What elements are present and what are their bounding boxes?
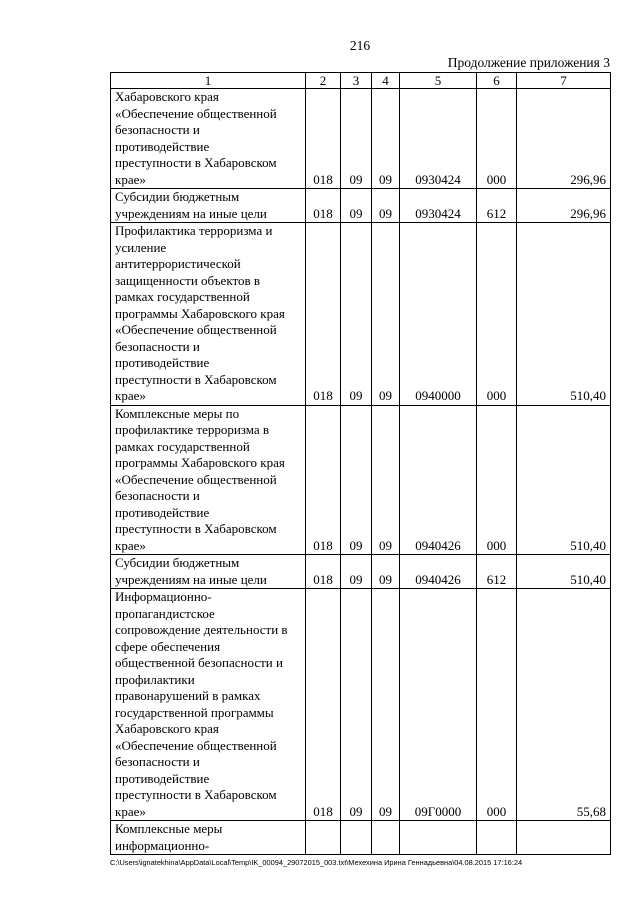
- target-code: 0940426: [400, 555, 477, 589]
- row-name: Информационно- пропагандистское сопровождение деятельности в сфере обеспечения общественной безопасности и профилактики правонарушений в рамках государственной программы Хабаровского края «Обеспечение общественной безопасности и противодействие преступности в Хабаровском крае»: [111, 589, 306, 821]
- ministry-code: 018: [306, 223, 341, 406]
- expense-type-code: 000: [477, 223, 517, 406]
- table-row: [111, 555, 611, 589]
- ministry-code: [306, 821, 341, 855]
- subsection-code: 09: [372, 223, 400, 406]
- row-name: Хабаровского края «Обеспечение общественной безопасности и противодействие преступности в Хабаровском крае»: [111, 89, 306, 189]
- table-row: [111, 89, 611, 189]
- budget-table: [110, 72, 611, 855]
- col-header-3: 3: [341, 73, 372, 89]
- amount: 510,40: [517, 555, 611, 589]
- subsection-code: 09: [372, 189, 400, 223]
- subsection-code: 09: [372, 589, 400, 821]
- amount: 510,40: [517, 223, 611, 406]
- expense-type-code: 000: [477, 405, 517, 555]
- amount: 55,68: [517, 589, 611, 821]
- subsection-code: 09: [372, 89, 400, 189]
- section-code: 09: [341, 405, 372, 555]
- table-row: [111, 223, 611, 406]
- col-header-1: 1: [111, 73, 306, 89]
- target-code: 0930424: [400, 189, 477, 223]
- file-path-footer: C:\Users\ignatekhina\AppData\Local\Temp\IK_00094_29072015_003.txt\Мехехина Ирина Геннадьевна\04.08.2015 17:16:24: [110, 858, 523, 867]
- section-code: 09: [341, 555, 372, 589]
- col-header-5: 5: [400, 73, 477, 89]
- amount: 296,96: [517, 89, 611, 189]
- section-code: [341, 821, 372, 855]
- col-header-2: 2: [306, 73, 341, 89]
- section-code: 09: [341, 589, 372, 821]
- page-number: 216: [349, 38, 371, 53]
- continuation-heading: Продолжение приложения 3: [447, 55, 610, 70]
- ministry-code: 018: [306, 189, 341, 223]
- expense-type-code: [477, 821, 517, 855]
- row-name: Субсидии бюджетным учреждениям на иные цели: [111, 189, 306, 223]
- expense-type-code: 000: [477, 589, 517, 821]
- subsection-code: 09: [372, 555, 400, 589]
- target-code: [400, 821, 477, 855]
- ministry-code: 018: [306, 589, 341, 821]
- expense-type-code: 612: [477, 555, 517, 589]
- section-code: 09: [341, 223, 372, 406]
- col-header-7: 7: [517, 73, 611, 89]
- row-name: Субсидии бюджетным учреждениям на иные цели: [111, 555, 306, 589]
- amount: 510,40: [517, 405, 611, 555]
- target-code: 0940426: [400, 405, 477, 555]
- target-code: 09Г0000: [400, 589, 477, 821]
- target-code: 0930424: [400, 89, 477, 189]
- subsection-code: 09: [372, 405, 400, 555]
- expense-type-code: 612: [477, 189, 517, 223]
- amount: [517, 821, 611, 855]
- subsection-code: [372, 821, 400, 855]
- expense-type-code: 000: [477, 89, 517, 189]
- ministry-code: 018: [306, 405, 341, 555]
- table-row: [111, 821, 611, 855]
- row-name: Комплексные меры информационно-: [111, 821, 306, 855]
- row-name: Профилактика терроризма и усиление антитеррористической защищенности объектов в рамках государственной программы Хабаровского края «Обеспечение общественной безопасности и противодействие преступности в Хабаровском крае»: [111, 223, 306, 406]
- row-name: Комплексные меры по профилактике терроризма в рамках государственной программы Хабаровского края «Обеспечение общественной безопасности и противодействие преступности в Хабаровском крае»: [111, 405, 306, 555]
- target-code: 0940000: [400, 223, 477, 406]
- table-row: [111, 189, 611, 223]
- ministry-code: 018: [306, 89, 341, 189]
- table-row: [111, 589, 611, 821]
- section-code: 09: [341, 189, 372, 223]
- header-row: [111, 73, 611, 89]
- col-header-6: 6: [477, 73, 517, 89]
- amount: 296,96: [517, 189, 611, 223]
- col-header-4: 4: [372, 73, 400, 89]
- section-code: 09: [341, 89, 372, 189]
- table-row: [111, 405, 611, 555]
- ministry-code: 018: [306, 555, 341, 589]
